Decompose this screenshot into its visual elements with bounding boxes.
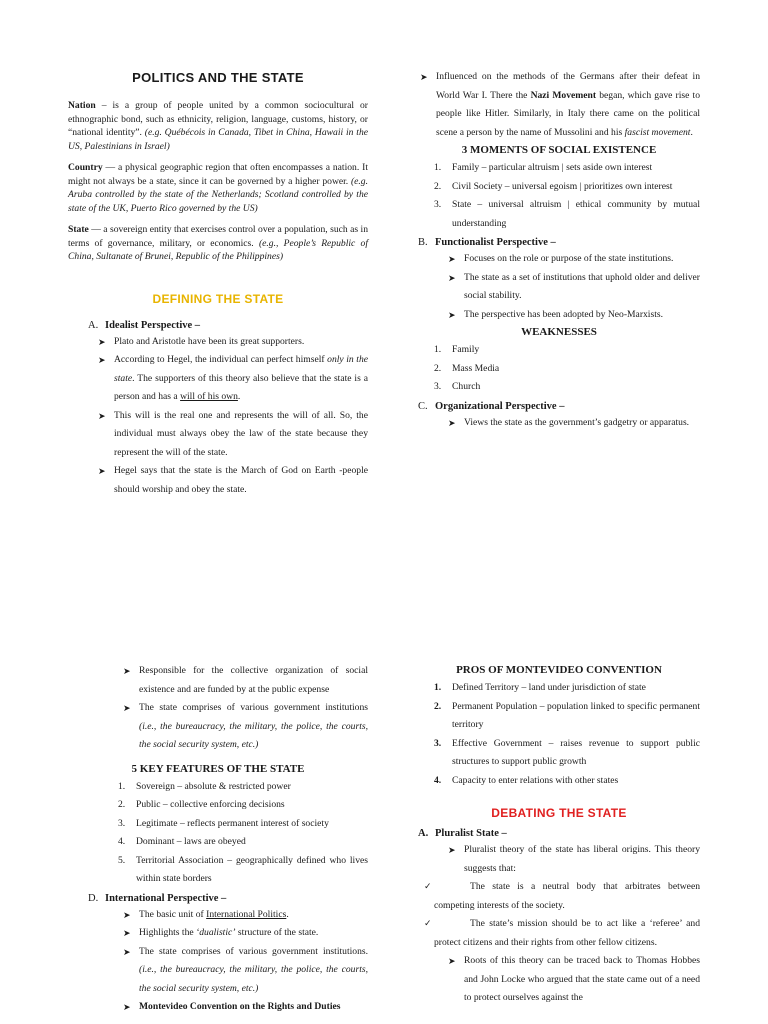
functionalist-bullets	[418, 250, 700, 324]
definition-state: State — a sovereign entity that exercises control over a population, such as in terms of governance, military, or economics. (e.g., People’s Republic of China, Sultanate of Brunei, Republic of the Philippines)	[68, 224, 368, 262]
list-item: ➤ Hegel says that the state is the March of God on Earth -people should worship and obey the state.	[68, 462, 368, 499]
list-item: ✓ The state is a neutral body that arbitrates between competing interests of the society.	[418, 878, 700, 915]
arrow-icon: ➤	[448, 272, 456, 283]
page1-right-column	[418, 68, 700, 432]
list-item: 1. Family – particular altruism | sets aside own interest	[434, 162, 653, 173]
list-item: ➤ Views the state as the government’s gadgetry or apparatus.	[418, 414, 700, 433]
list-item: ➤ Plato and Aristotle have been its great supporters.	[68, 333, 368, 352]
arrow-icon: ➤	[420, 72, 428, 82]
list-item: ➤ Pluralist theory of the state has liberal origins. This theory suggests that:	[418, 841, 700, 878]
page1-left-column	[68, 70, 368, 499]
debating-the-state-heading: DEBATING THE STATE	[491, 806, 627, 820]
international-heading: D. International Perspective –	[88, 892, 227, 904]
list-item: 2. Public – collective enforcing decisions	[118, 799, 285, 810]
list-item: ➤ According to Hegel, the individual can perfect himself only in the state. The supporters of this theory also believe that the state is a person and has a will of his own.	[68, 351, 368, 407]
page2-right-column	[418, 662, 700, 1008]
list-item: ➤ The state as a set of institutions that uphold older and deliver social stability.	[418, 269, 700, 306]
list-item: ➤ Influenced on the methods of the Germans after their defeat in World War I. There the Nazi Movement began, which gave rise to people like Hitler. Similarly, in Italy there came on the political scene a person by the name of Mussolini and his fascist movement.	[390, 68, 700, 142]
arrow-icon: ➤	[448, 845, 456, 855]
list-item: 4. Dominant – laws are obeyed	[118, 836, 246, 847]
list-item: ➤ Highlights the ‘dualistic’ structure of the state.	[93, 924, 368, 943]
pluralist-checks	[418, 878, 700, 952]
list-item: 1. Defined Territory – land under jurisdiction of state	[434, 682, 646, 693]
arrow-icon: ➤	[98, 410, 106, 421]
organizational-heading: C. Organizational Perspective –	[418, 400, 565, 412]
definition-nation: Nation – is a group of people united by a common sociocultural or ethnographic bond, such as ethnicity, religion, language, customs, history, or “national identity”. (e.g. Québécois in Canada, Tibet in China, Hawaii in the US, Palestinians in Israel)	[68, 100, 369, 152]
pluralist-bullets	[418, 841, 700, 878]
weaknesses-list	[400, 341, 700, 397]
functionalist-heading: B. Functionalist Perspective –	[418, 237, 556, 248]
idealist-bullets	[68, 333, 368, 500]
list-item: 1. Family	[434, 344, 480, 355]
pluralist-roots	[418, 952, 700, 1008]
definition-country: Country — a physical geographic region that often encompasses a nation. It might not always be a state, since it can be governed by a higher power. (e.g. Aruba controlled by the state of the Netherlands; Scotland controlled by the state of the UK, Puerto Rico governed by the US)	[68, 162, 368, 214]
check-icon: ✓	[424, 882, 432, 892]
list-item: 3. Effective Government – raises revenue to support public structures to support public growth	[434, 737, 700, 767]
page-title: POLITICS AND THE STATE	[132, 70, 304, 85]
pros-heading: PROS OF MONTEVIDEO CONVENTION	[456, 664, 662, 676]
arrow-icon: ➤	[448, 956, 456, 966]
weaknesses-heading: WEAKNESSES	[521, 326, 597, 338]
pros-list	[400, 679, 700, 790]
list-item: ✓ The state’s mission should be to act like a ‘referee’ and protect citizens and their rights from other fellow citizens.	[418, 915, 700, 952]
organizational-bullets	[418, 414, 700, 433]
list-item: 1. Sovereign – absolute & restricted power	[118, 780, 291, 792]
arrow-icon: ➤	[123, 909, 131, 920]
arrow-icon: ➤	[98, 355, 106, 365]
list-item: 3. State – universal altruism | ethical community by mutual understanding	[434, 199, 700, 229]
moments-list	[400, 159, 700, 233]
list-item: ➤ The state comprises of various government institutions (i.e., the bureaucracy, the military, the police, the courts, the social security system, etc.)	[93, 699, 368, 755]
arrow-icon: ➤	[98, 466, 106, 476]
list-item: ➤ Roots of this theory can be traced back to Thomas Hobbes and John Locke who argued that the state came out of a need to protect ourselves against the	[418, 952, 700, 1008]
check-icon: ✓	[424, 919, 432, 929]
pluralist-heading: A. Pluralist State –	[418, 828, 507, 839]
list-item: 2. Mass Media	[434, 362, 500, 374]
moments-heading: 3 MOMENTS OF SOCIAL EXISTENCE	[461, 144, 657, 156]
arrow-icon: ➤	[123, 946, 131, 957]
arrow-icon: ➤	[123, 666, 131, 676]
list-item: ➤ The perspective has been adopted by Neo-Marxists.	[418, 306, 700, 325]
arrow-icon: ➤	[123, 1002, 131, 1012]
key-features-list	[84, 778, 368, 889]
institution-bullets	[93, 662, 368, 755]
idealist-heading: A. Idealist Perspective –	[88, 319, 201, 331]
list-item: ➤ The basic unit of International Politics.	[93, 906, 368, 925]
list-item: ➤ Responsible for the collective organization of social existence and are funded by at the public expense	[93, 662, 368, 699]
list-item: ➤ This will is the real one and represents the will of all. So, the individual must always obey the law of the state because they represent the will of the state.	[68, 407, 368, 463]
arrow-icon: ➤	[448, 417, 456, 428]
list-item: ➤ The state comprises of various government institutions. (i.e., the bureaucracy, the military, the police, the courts, the social security system, etc.)	[93, 943, 368, 999]
arrow-icon: ➤	[123, 928, 131, 938]
list-item: 5. Territorial Association – geographically defined who lives within state borders	[118, 854, 368, 884]
list-item: 4. Capacity to enter relations with other states	[434, 774, 619, 786]
list-item: ➤ Montevideo Convention on the Rights and Duties	[93, 998, 368, 1017]
list-item: 3. Legitimate – reflects permanent interest of society	[118, 817, 329, 829]
list-item: 2. Permanent Population – population linked to specific permanent territory	[434, 700, 700, 730]
arrow-icon: ➤	[98, 336, 106, 347]
arrow-icon: ➤	[123, 703, 131, 713]
page2-left-column	[68, 662, 368, 1017]
arrow-icon: ➤	[448, 254, 456, 264]
arrow-icon: ➤	[448, 309, 456, 320]
nazi-bullet	[390, 68, 700, 142]
list-item: 3. Church	[434, 381, 481, 392]
list-item: ➤ Focuses on the role or purpose of the state institutions.	[418, 250, 700, 269]
key-features-heading: 5 KEY FEATURES OF THE STATE	[131, 762, 305, 775]
defining-the-state-heading: DEFINING THE STATE	[152, 291, 284, 306]
international-bullets	[93, 906, 368, 1017]
list-item: 2. Civil Society – universal egoism | prioritizes own interest	[434, 180, 673, 192]
